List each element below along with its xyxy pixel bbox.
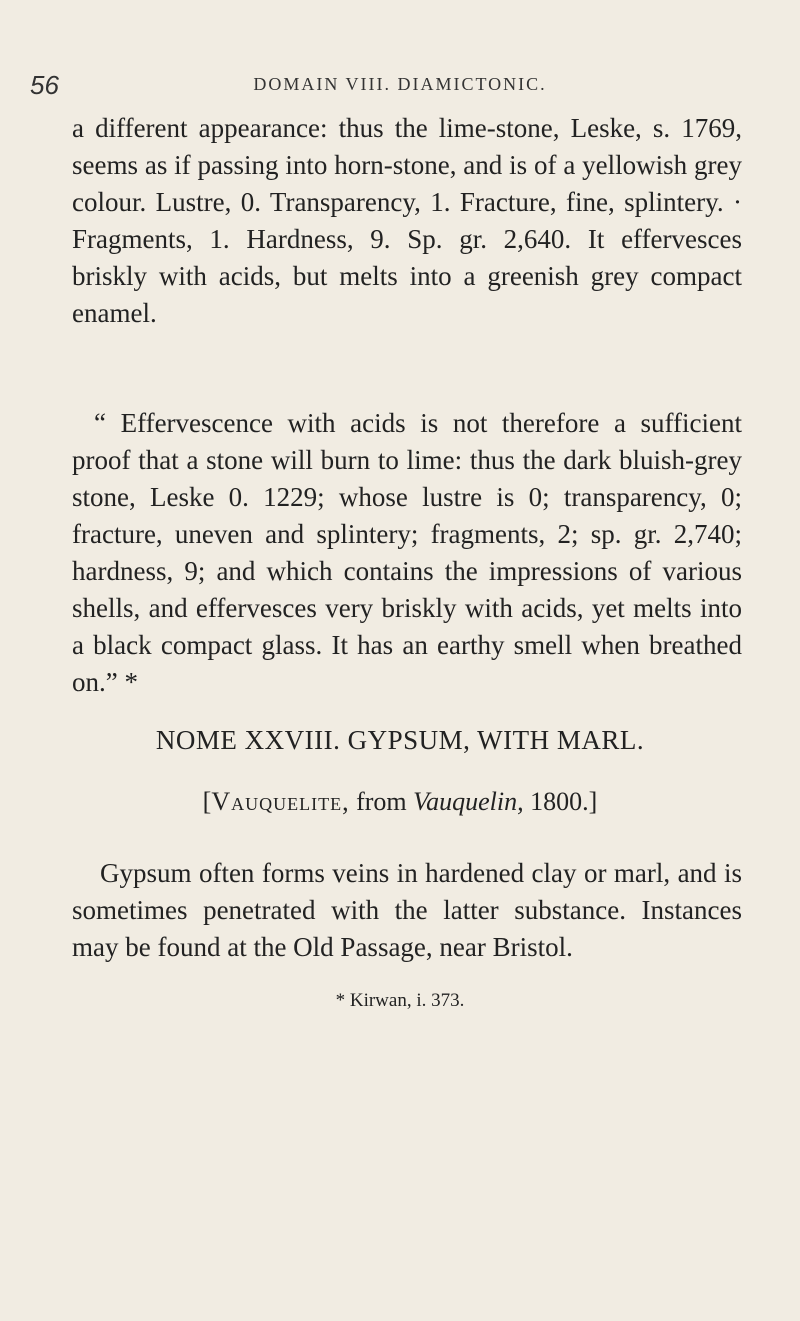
paragraph-3: Gypsum often forms veins in hardened clay or marl, and is sometimes penetrated with the latter substance. Instances may be found at the Old Passage, near Bristol.	[72, 858, 742, 962]
footnote: * Kirwan, i. 373.	[335, 990, 465, 1011]
person-name: Vauquelin,	[413, 787, 524, 816]
section-heading: NOME XXVIII. GYPSUM, WITH MARL.	[155, 725, 645, 755]
mineral-name: Vauquelite,	[211, 787, 350, 816]
subtitle-from: from	[356, 787, 407, 816]
running-head: DOMAIN VIII. DIAMICTONIC.	[253, 74, 547, 94]
paragraph-2	[72, 405, 742, 701]
subtitle-year: 1800.	[530, 787, 589, 816]
quotation-text: “ Effervescence with acids is not therefore a sufficient proof that a stone will burn to lime: thus the dark bluish-grey stone, Leske 0. 1229; whose lustre is 0; transparency, 0; fracture, uneven and splintery; fragments, 2; sp. gr. 2,740; hardness, 9; and which contains the impressions of various shells, and effervesces very briskly with acids, yet melts into a black compact glass. It has an earthy smell when breathed on.” *	[72, 408, 742, 697]
paragraph-1: a different appearance: thus the lime-stone, Leske, s. 1769, seems as if passing into horn-stone, and is of a yellowish grey colour. Lustre, 0. Transparency, 1. Fracture, fine, splintery. · Fragments, 1. Hardness, 9. Sp. gr. 2,640. It effervesces briskly with acids, but melts into a greenish grey compact enamel.	[72, 113, 742, 328]
section-subtitle: [Vauquelite, from Vauquelin, 1800.]	[202, 787, 598, 816]
page-number: 56	[30, 70, 59, 100]
